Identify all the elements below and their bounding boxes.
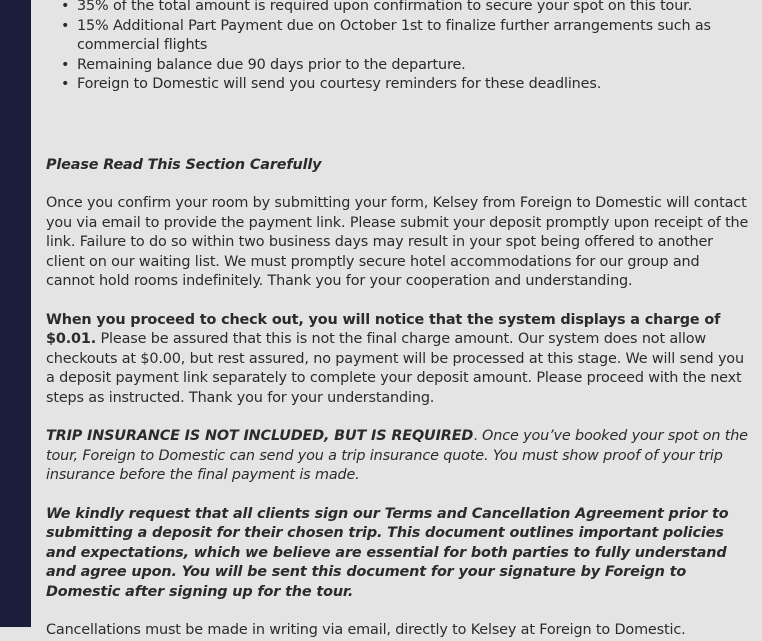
insurance-period: . [473,428,478,444]
list-item [46,17,752,56]
terms-paragraph: We kindly request that all clients sign our Terms and Cancellation Agreement prior to submitting a deposit for their chosen trip. This document outlines important policies and expectations, which we believe are essential for both parties to fully understand and agree upon. You will be sent this document for your signature by Foreign to Domestic after signing up for the tour. [46,505,729,600]
cancellation-paragraph: Cancellations must be made in writing via email, directly to Kelsey at Foreign to Domestic. [46,622,686,638]
list-item [46,0,752,17]
list-item [46,56,752,76]
payment-schedule-list [46,0,752,95]
section-heading: Please Read This Section Carefully [46,156,322,173]
intro-paragraph: Once you confirm your room by submitting your form, Kelsey from Foreign to Domestic will contact you via email to provide the payment link. Please submit your deposit promptly upon receipt of the link. Failure to do so within two business days may result in your spot being offered to another client on our waiting list. We must promptly secure hotel accommodations for our group and cannot hold rooms indefinitely. Thank you for your cooperation and understanding. [46,195,749,289]
checkout-body-text: Please be assured that this is not the final charge amount. Our system does not allow checkouts at $0.00, but rest assured, no payment will be processed at this stage. We will send you a deposit payment link separately to complete your deposit amount. Please proceed with the next steps as instructed. Thank you for your understanding. [46,331,744,406]
checkout-bold-text: When you proceed to check out, you will notice that the system displays a charge of $0.01. [46,311,721,347]
insurance-bold-text: TRIP INSURANCE IS NOT INCLUDED, BUT IS REQUIRED [46,428,474,444]
list-item-text: 35% of the total amount is required upon confirmation to secure your spot on this tour. [77,0,693,14]
policy-content [46,0,752,641]
bullet-icon: • [61,0,70,14]
list-item-text: 15% Additional Part Payment due on October 1st to finalize further arrangements such as commercial flights [77,17,711,53]
list-item-text: Remaining balance due 90 days prior to the departure. [77,56,466,73]
insurance-paragraph [46,427,752,486]
left-sidebar-strip [0,0,31,627]
bullet-icon: • [61,76,70,92]
checkout-paragraph [46,311,752,409]
insurance-body-text: Once you’ve booked your spot on the tour, Foreign to Domestic can send you a trip insurance quote. You must show proof of your trip insurance before the final payment is made. [46,428,748,483]
bullet-icon: • [61,56,70,73]
list-item-text: Foreign to Domestic will send you courtesy reminders for these deadlines. [77,76,602,92]
bullet-icon: • [61,17,70,34]
list-item [46,75,752,95]
